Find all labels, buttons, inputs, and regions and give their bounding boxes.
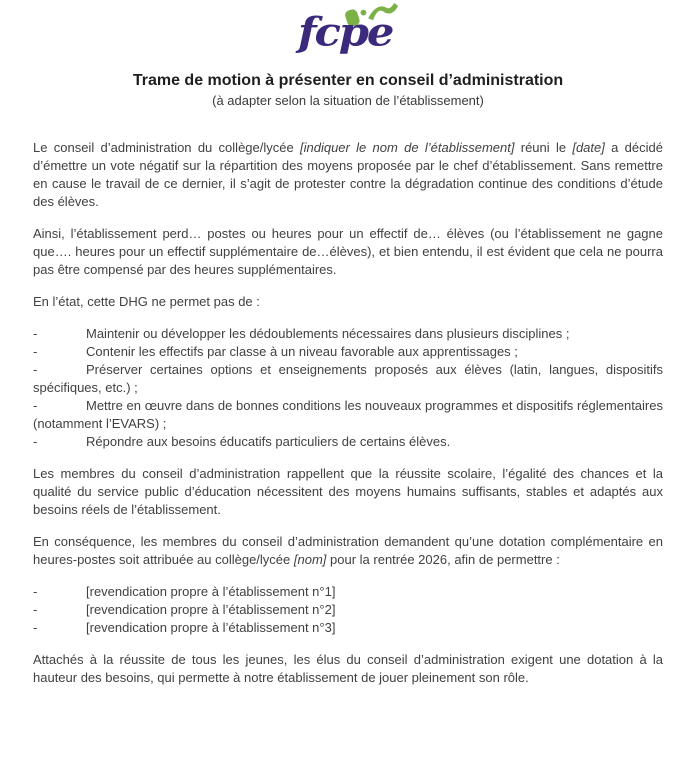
list-item xyxy=(33,619,663,637)
list-item xyxy=(33,361,663,397)
list-item xyxy=(33,583,663,601)
list-item-text: Mettre en œuvre dans de bonnes conditions les nouveaux programmes et dispositifs réglementaires (notamment l’EVARS) ; xyxy=(33,398,663,431)
document-title: Trame de motion à présenter en conseil d’administration xyxy=(132,72,564,89)
dash-bullet: - xyxy=(33,344,38,359)
dash-list xyxy=(33,325,663,451)
placeholder-text: [indiquer le nom de l’établissement] xyxy=(300,140,515,155)
text-segment: Les membres du conseil d’administration rappellent que la réussite scolaire, l’égalité des chances et la qualité du service public d’éducation nécessitent des moyens humains suffisants, stables et adaptés aux besoins réels de l’établissement. xyxy=(33,466,663,517)
list-item-text: Contenir les effectifs par classe à un niveau favorable aux apprentissages ; xyxy=(86,344,518,359)
fcpe-logo xyxy=(291,2,406,54)
list-item-text: Maintenir ou développer les dédoublements nécessaires dans plusieurs disciplines ; xyxy=(86,326,570,341)
dash-bullet: - xyxy=(33,362,38,377)
list-item-text: [revendication propre à l’établissement n°2] xyxy=(86,602,336,617)
dash-bullet: - xyxy=(33,602,38,617)
dash-list xyxy=(33,583,663,637)
text-segment: En l’état, cette DHG ne permet pas de : xyxy=(33,294,260,309)
document-body xyxy=(33,139,663,687)
logo-container xyxy=(33,2,663,59)
list-item xyxy=(33,433,663,451)
list-item-text: Répondre aux besoins éducatifs particuliers de certains élèves. xyxy=(86,434,451,449)
list-item xyxy=(33,325,663,343)
dash-bullet: - xyxy=(33,398,38,413)
text-segment: Attachés à la réussite de tous les jeunes, les élus du conseil d’administration exigent une dotation à la hauteur des besoins, qui permette à notre établissement de jouer pleinement son rôle. xyxy=(33,652,663,685)
paragraph xyxy=(33,293,663,311)
text-segment: réuni le xyxy=(514,140,573,155)
list-item xyxy=(33,343,663,361)
paragraph xyxy=(33,465,663,519)
logo-wordmark: fcpe xyxy=(294,9,393,54)
text-segment: En conséquence, les membres du conseil d’administration demandent qu’une dotation complémentaire en heures-postes soit attribuée au collège/lycée xyxy=(33,534,663,567)
list-item xyxy=(33,601,663,619)
text-segment: Ainsi, l’établissement perd… postes ou heures pour un effectif de… élèves (ou l’établissement ne gagne que…. heures pour un effectif supplémentaire de…élèves), et bien entendu, il est évident que cela ne pourra pas être compensé par des heures supplémentaires. xyxy=(33,226,663,277)
list-item-text: [revendication propre à l’établissement n°3] xyxy=(86,620,336,635)
list-item xyxy=(33,397,663,433)
dash-bullet: - xyxy=(33,584,38,599)
dash-bullet: - xyxy=(33,326,38,341)
text-segment: Le conseil d’administration du collège/lycée xyxy=(33,140,300,155)
placeholder-text: [date] xyxy=(572,140,605,155)
dash-bullet: - xyxy=(33,434,38,449)
document-subtitle: (à adapter selon la situation de l’établissement) xyxy=(212,93,484,108)
document-header xyxy=(33,2,663,110)
list-item-text: Préserver certaines options et enseignements proposés aux élèves (latin, langues, dispositifs spécifiques, etc.) ; xyxy=(33,362,663,395)
paragraph xyxy=(33,651,663,687)
dash-bullet: - xyxy=(33,620,38,635)
text-segment: a décidé d’émettre un vote négatif sur la répartition des moyens proposée par le chef d’établissement. Sans remettre en cause le travail de ce dernier, il s’agit de protester contre la dégradation continue des conditions d’étude des élèves. xyxy=(33,140,663,209)
paragraph xyxy=(33,225,663,279)
text-segment: pour la rentrée 2026, afin de permettre : xyxy=(326,552,560,567)
paragraph xyxy=(33,139,663,211)
placeholder-text: [nom] xyxy=(293,552,327,567)
list-item-text: [revendication propre à l’établissement n°1] xyxy=(86,584,336,599)
paragraph xyxy=(33,533,663,569)
